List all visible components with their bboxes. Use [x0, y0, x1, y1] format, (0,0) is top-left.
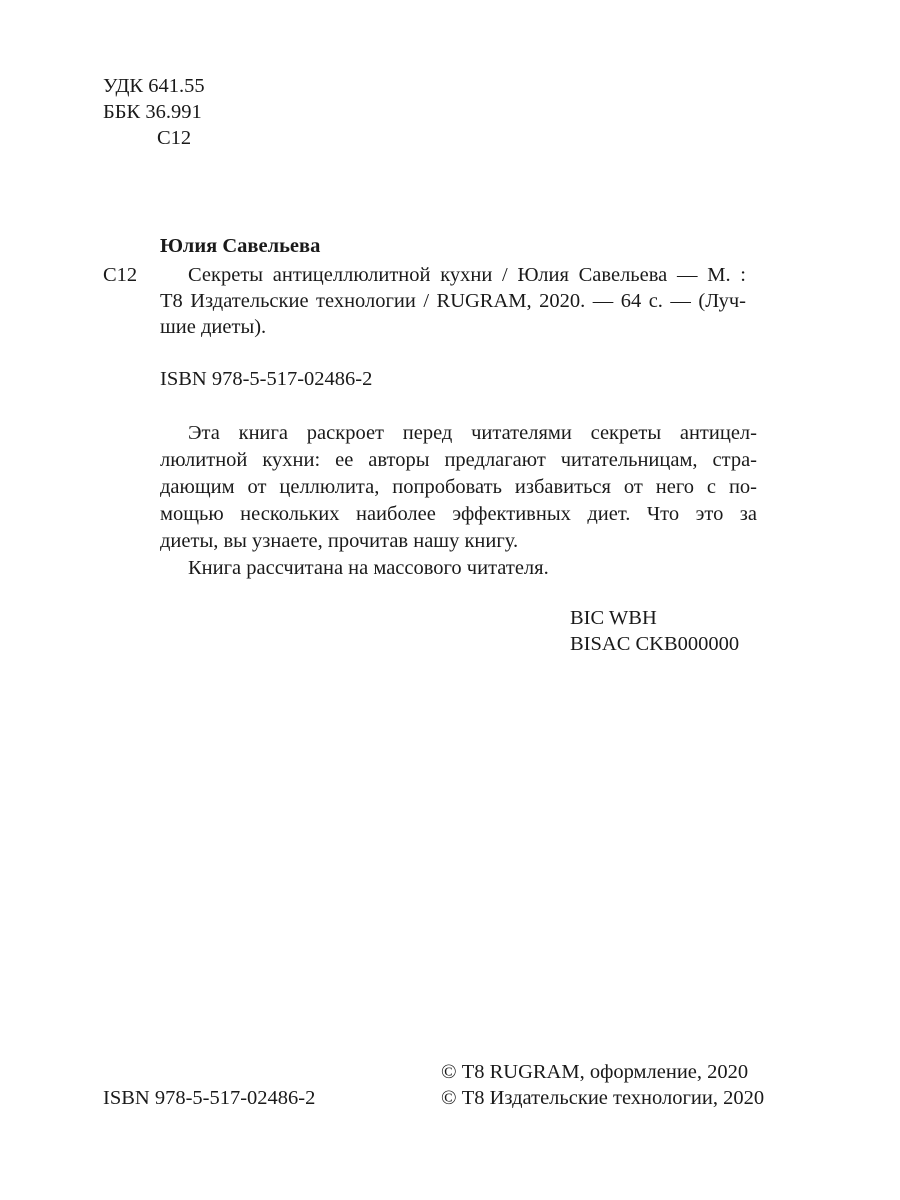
- annotation-line-1: Эта книга раскроет перед читателями секреты антицел-: [188, 422, 757, 444]
- annotation-line-4: мощью нескольких наиболее эффективных диет. Что это за: [160, 503, 757, 525]
- bbk-code: ББК 36.991: [103, 101, 202, 123]
- bic-code: BIC WBH: [570, 607, 657, 629]
- annotation-line-3: дающим от целлюлита, попробовать избавиться от него с по-: [160, 476, 757, 498]
- catalog-isbn: ISBN 978-5-517-02486-2: [160, 368, 373, 390]
- annotation-line-5: диеты, вы узнаете, прочитав нашу книгу.: [160, 530, 519, 552]
- catalog-description-line-3: шие диеты).: [160, 316, 267, 338]
- annotation-audience: Книга рассчитана на массового читателя.: [188, 557, 549, 579]
- copyright-design: © Т8 RUGRAM, оформление, 2020: [441, 1061, 749, 1083]
- copyright-publisher: © Т8 Издательские технологии, 2020: [441, 1087, 765, 1109]
- bisac-code: BISAC CKB000000: [570, 633, 740, 655]
- annotation-line-2: люлитной кухни: ее авторы предлагают читательницам, стра-: [160, 449, 757, 471]
- udk-code: УДК 641.55: [103, 75, 205, 97]
- author-mark-code: С12: [157, 127, 192, 149]
- footer-isbn: ISBN 978-5-517-02486-2: [103, 1087, 316, 1109]
- catalog-description-line-1: Секреты антицеллюлитной кухни / Юлия Савельева — М. :: [188, 264, 746, 286]
- catalog-mark: С12: [103, 264, 138, 286]
- catalog-description-line-2: Т8 Издательские технологии / RUGRAM, 2020. — 64 с. — (Луч-: [160, 290, 746, 312]
- author-heading: Юлия Савельева: [160, 235, 321, 257]
